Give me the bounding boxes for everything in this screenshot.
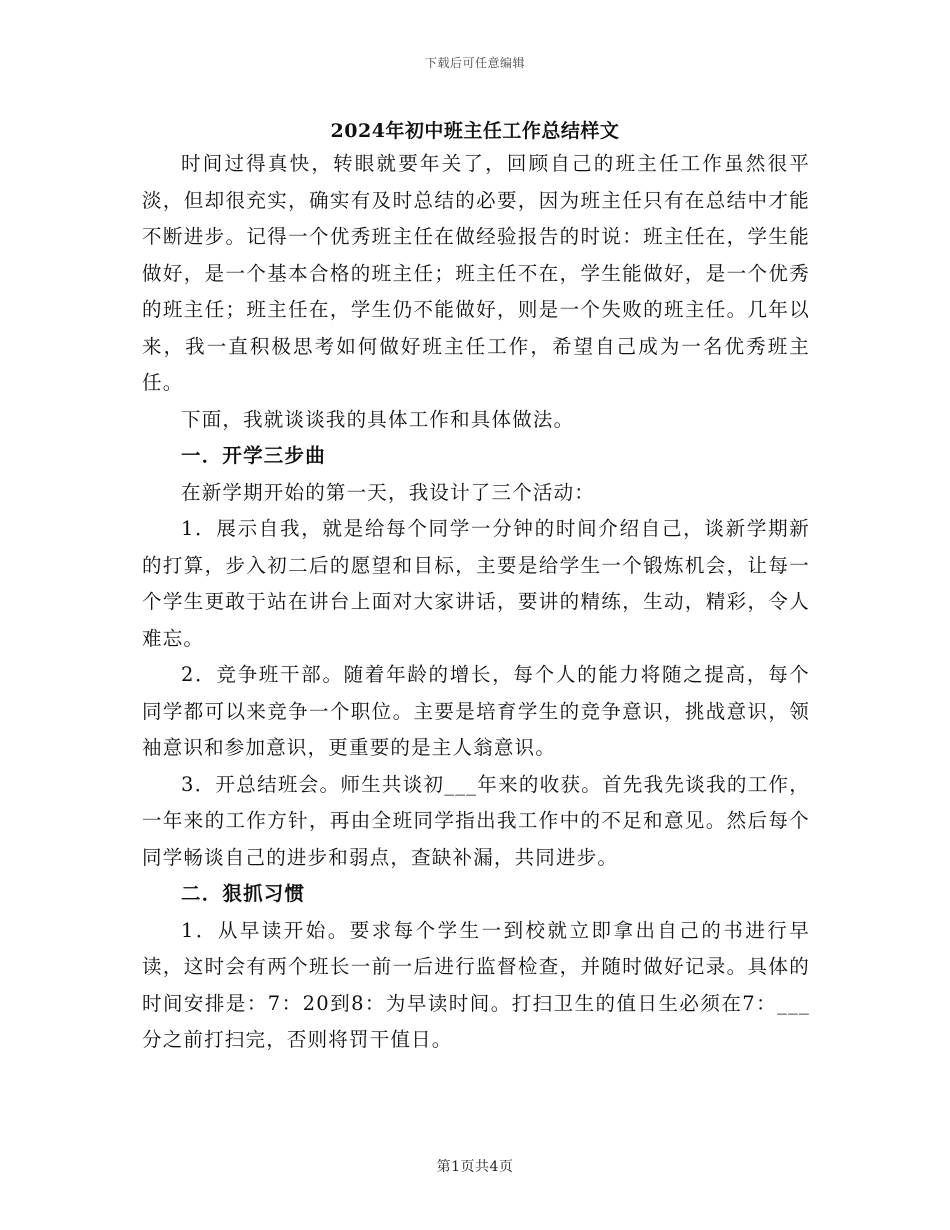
paragraph-transition: 下面，我就谈谈我的具体工作和具体做法。 <box>181 407 575 431</box>
paragraph-item-2: 2．竞争班干部。随着年龄的增长，每个人的能力将随之提高，每个同学都可以来竞争一个职位。主要是培育学生的竞争意识，挑战意识，领袖意识和参加意识，更重要的是主人翁意识。 <box>142 663 810 759</box>
document-body <box>142 146 810 1059</box>
paragraph-intro: 时间过得真快，转眼就要年关了，回顾自己的班主任工作虽然很平淡，但却很充实，确实有及时总结的必要，因为班主任只有在总结中才能不断进步。记得一个优秀班主任在做经验报告的时说：班主任在，学生能做好，是一个基本合格的班主任；班主任不在，学生能做好，是一个优秀的班主任；班主任在，学生仍不能做好，则是一个失败的班主任。几年以来，我一直积极思考如何做好班主任工作，希望自己成为一名优秀班主任。 <box>142 152 810 394</box>
page-footer: 第1页共4页 <box>436 1159 514 1175</box>
paragraph-item-1: 1．展示自我，就是给每个同学一分钟的时间介绍自己，谈新学期新的打算，步入初二后的愿望和目标，主要是给学生一个锻炼机会，让每一个学生更敢于站在讲台上面对大家讲话，要讲的精练，生动，精彩，令人难忘。 <box>142 517 810 650</box>
document-title: 2024年初中班主任工作总结样文 <box>330 120 620 142</box>
paragraph-activities-intro: 在新学期开始的第一天，我设计了三个活动： <box>181 480 596 504</box>
paragraph-item-3: 3．开总结班会。师生共谈初___年来的收获。首先我先谈我的工作，一年来的工作方针，再由全班同学指出我工作中的不足和意见。然后每个同学畅谈自己的进步和弱点，查缺补漏，共同进步。 <box>142 772 810 869</box>
section-heading-1: 一．开学三步曲 <box>181 444 326 467</box>
section-heading-2: 二．狠抓习惯 <box>181 882 306 905</box>
header-note: 下载后可任意编辑 <box>424 56 525 70</box>
paragraph-habit-1: 1．从早读开始。要求每个学生一到校就立即拿出自己的书进行早读，这时会有两个班长一前一后进行监督检查，并随时做好记录。具体的时间安排是：7：20到8：为早读时间。打扫卫生的值日生必须在7：___分之前打扫完，否则将罚干值日。 <box>142 918 810 1051</box>
